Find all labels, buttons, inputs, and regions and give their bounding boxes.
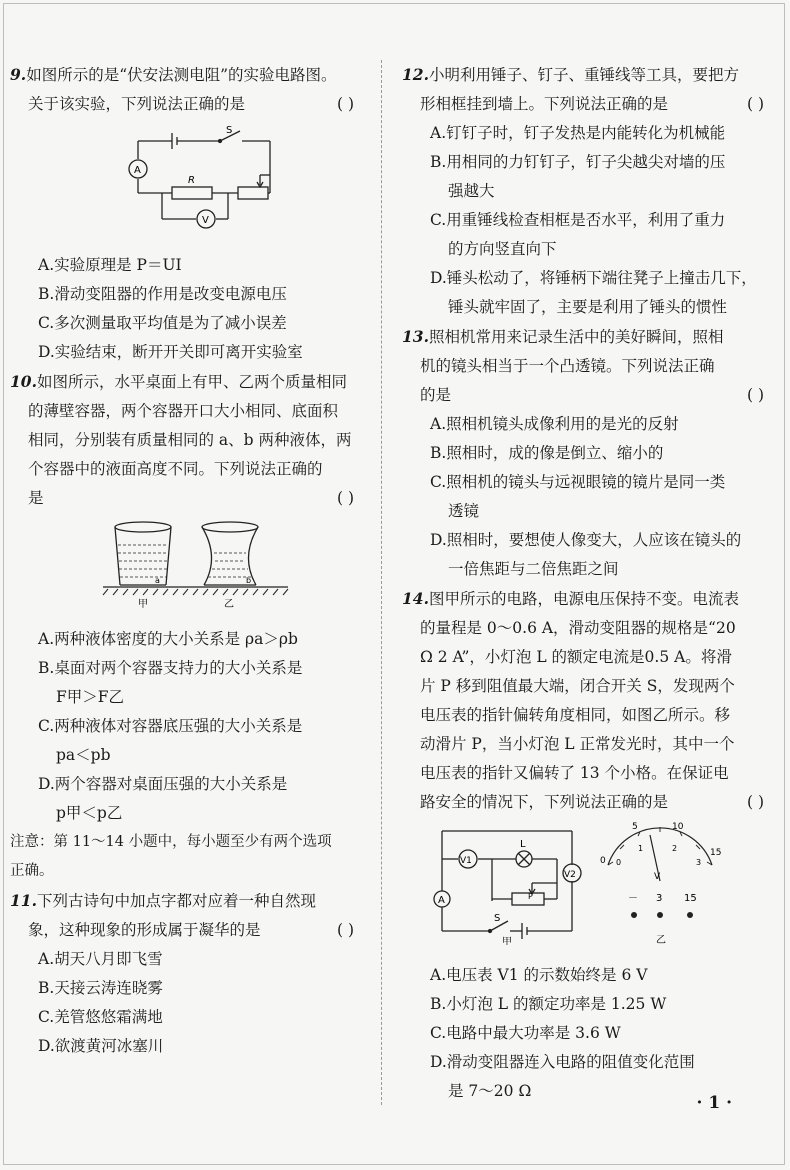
question-stem: 相同，分别装有质量相同的 a、b 两种液体，两 [28, 431, 352, 449]
ammeter-label: A [134, 165, 141, 176]
column-divider [381, 60, 382, 1105]
containers-diagram [98, 517, 298, 609]
container-yi-label: 乙 [224, 599, 234, 609]
option-a: A.照相机镜头成像利用的是光的反射 [430, 415, 679, 433]
question-stem: 动滑片 P，当小灯泡 L 正常发光时，其中一个 [420, 735, 735, 753]
question-stem: 象，这种现象的形成属于凝华的是 [28, 921, 261, 939]
question-stem: 的量程是 0～0.6 A，滑动变阻器的规格是“20 [420, 619, 736, 637]
question-stem: 片 P 移到阻值最大端，闭合开关 S，发现两个 [420, 677, 735, 695]
question-stem: 机的镜头相当于一个凸透镜。下列说法正确 [420, 357, 715, 375]
liquid-b-label: b [246, 576, 252, 585]
option-a: A.实验原理是 P＝UI [38, 256, 182, 274]
page-number: · 1 · [696, 1093, 732, 1113]
note-line: 正确。 [10, 863, 54, 879]
meter-unit: V [654, 872, 661, 882]
option-d-cont: p甲＜p乙 [56, 804, 123, 822]
option-d: D.滑动变阻器连入电路的阻值变化范围 [430, 1053, 695, 1071]
question-stem: 如图所示，水平桌面上有甲、乙两个质量相同 [36, 373, 347, 391]
terminal-dot [657, 912, 663, 918]
terminal-15: 15 [684, 893, 697, 904]
option-b: B.天接云涛连晓雾 [38, 979, 163, 997]
question-stem: 电压表的指针偏转角度相同，如图乙所示。移 [420, 706, 731, 724]
option-c-cont: pa＜pb [56, 746, 111, 764]
option-b: B.用相同的力钉钉子，钉子尖越尖对墙的压 [430, 153, 726, 171]
switch-label: S [226, 125, 233, 136]
option-c: C.电路中最大功率是 3.6 W [430, 1024, 621, 1042]
question-10 [10, 367, 362, 828]
option-c-cont: 透镜 [448, 502, 480, 520]
option-b: B.小灯泡 L 的额定功率是 1.25 W [430, 995, 667, 1013]
answer-paren: ( ) [746, 386, 764, 404]
meter-scale-0: 0 [600, 856, 606, 866]
option-d: D.锤头松动了，将锤柄下端往凳子上撞击几下， [430, 269, 757, 287]
option-a: A.胡天八月即飞雪 [38, 950, 163, 968]
option-b-cont: 强越大 [448, 182, 495, 200]
meter-scale-15: 15 [710, 848, 722, 858]
meter-inner-0: 0 [616, 858, 622, 867]
option-b: B.滑动变阻器的作用是改变电源电压 [38, 285, 287, 303]
v1-label: V1 [460, 856, 472, 866]
option-c: C.用重锤线检查相框是否水平，利用了重力 [430, 211, 726, 229]
circuit-figure-q9 [10, 123, 362, 245]
question-stem: 是 [28, 489, 44, 507]
answer-paren: ( ) [336, 921, 354, 939]
container-jia-label: 甲 [138, 599, 148, 609]
switch-label: S [494, 913, 501, 924]
option-d: D.照相时，要想使人像变大，人应该在镜头的 [430, 531, 742, 549]
answer-paren: ( ) [746, 793, 764, 811]
option-c: C.多次测量取平均值是为了减小误差 [38, 314, 287, 332]
question-stem: 小明利用锤子、钉子、重锤线等工具，要把方 [428, 66, 739, 84]
answer-paren: ( ) [746, 95, 764, 113]
option-c: C.羌管悠悠霜满地 [38, 1008, 163, 1026]
circuit-and-meter-diagram [432, 821, 732, 945]
slider-label: P [528, 892, 533, 901]
question-stem: 照相机常用来记录生活中的美好瞬间，照相 [428, 328, 724, 346]
resistor-label: R [188, 175, 195, 186]
question-stem: 图甲所示的电路，电源电压保持不变。电流表 [428, 590, 739, 608]
question-number: 13. [402, 327, 429, 346]
voltmeter-label: V [202, 215, 209, 226]
question-stem: 路安全的情况下，下列说法正确的是 [420, 793, 669, 811]
answer-paren: ( ) [336, 489, 354, 507]
question-13 [402, 322, 772, 584]
question-number: 11. [10, 891, 37, 910]
question-9 [10, 60, 362, 367]
note-line: 注意：第 11～14 小题中，每小题至少有两个选项 [10, 834, 332, 850]
question-stem: 个容器中的液面高度不同。下列说法正确的 [28, 460, 323, 478]
option-b-cont: F甲＞F乙 [56, 688, 125, 706]
circuit-jia-label: 甲 [502, 937, 512, 945]
terminal-dot [631, 912, 637, 918]
liquid-a-label: a [155, 576, 160, 585]
meter-inner-1: 1 [638, 844, 644, 853]
meter-yi-label: 乙 [656, 935, 666, 945]
meter-inner-3: 3 [696, 858, 702, 867]
option-c-cont: 的方向竖直向下 [448, 240, 557, 258]
question-number: 10. [10, 372, 37, 391]
option-a: A.电压表 V1 的示数始终是 6 V [430, 966, 648, 984]
question-stem: 的是 [420, 386, 452, 404]
question-number: 9. [10, 65, 27, 84]
question-12 [402, 60, 772, 322]
right-column [402, 60, 772, 1106]
question-11 [10, 886, 362, 1061]
question-stem: 的薄壁容器，两个容器开口大小相同、底面积 [28, 402, 339, 420]
question-number: 14. [402, 589, 429, 608]
answer-paren: ( ) [336, 95, 354, 113]
option-d-cont: 锤头就牢固了，主要是利用了锤头的惯性 [448, 298, 728, 316]
terminal-3: 3 [656, 893, 663, 904]
meter-inner-2: 2 [672, 844, 678, 853]
option-d: D.欲渡黄河冰塞川 [38, 1037, 164, 1055]
left-column [10, 60, 362, 1061]
option-d: D.两个容器对桌面压强的大小关系是 [38, 775, 288, 793]
option-c: C.照相机的镜头与远视眼镜的镜片是同一类 [430, 473, 726, 491]
ammeter-label: A [438, 895, 445, 906]
question-stem: 形相框挂到墙上。下列说法正确的是 [420, 95, 669, 113]
option-b: B.桌面对两个容器支持力的大小关系是 [38, 659, 303, 677]
question-stem: Ω 2 A”，小灯泡 L 的额定电流是0.5 A。将滑 [420, 648, 732, 666]
question-stem: 如图所示的是“伏安法测电阻”的实验电路图。 [26, 66, 337, 84]
option-a: A.钉钉子时，钉子发热是内能转化为机械能 [430, 124, 726, 142]
circuit-diagram [120, 123, 290, 235]
note [10, 828, 362, 886]
circuit-figure-q14 [402, 821, 772, 955]
question-stem: 关于该实验，下列说法正确的是 [28, 95, 246, 113]
option-a: A.两种液体密度的大小关系是 ρa＞ρb [38, 630, 298, 648]
terminal-dot [687, 912, 693, 918]
question-number: 12. [402, 65, 429, 84]
option-d-cont: 是 7～20 Ω [448, 1082, 532, 1100]
option-b: B.照相时，成的像是倒立、缩小的 [430, 444, 664, 462]
meter-scale-10: 10 [672, 822, 684, 832]
question-stem: 电压表的指针又偏转了 13 个小格。在保证电 [420, 764, 729, 782]
question-14 [402, 584, 772, 1106]
lamp-label: L [520, 839, 526, 850]
question-stem: 下列古诗句中加点字都对应着一种自然现 [36, 892, 316, 910]
option-d-cont: 一倍焦距与二倍焦距之间 [448, 560, 619, 578]
option-c: C.两种液体对容器底压强的大小关系是 [38, 717, 303, 735]
terminal-neg: － [628, 893, 638, 904]
containers-figure [10, 517, 362, 619]
meter-scale-5: 5 [632, 822, 638, 832]
option-d: D.实验结束，断开开关即可离开实验室 [38, 343, 303, 361]
v2-label: V2 [564, 870, 576, 880]
